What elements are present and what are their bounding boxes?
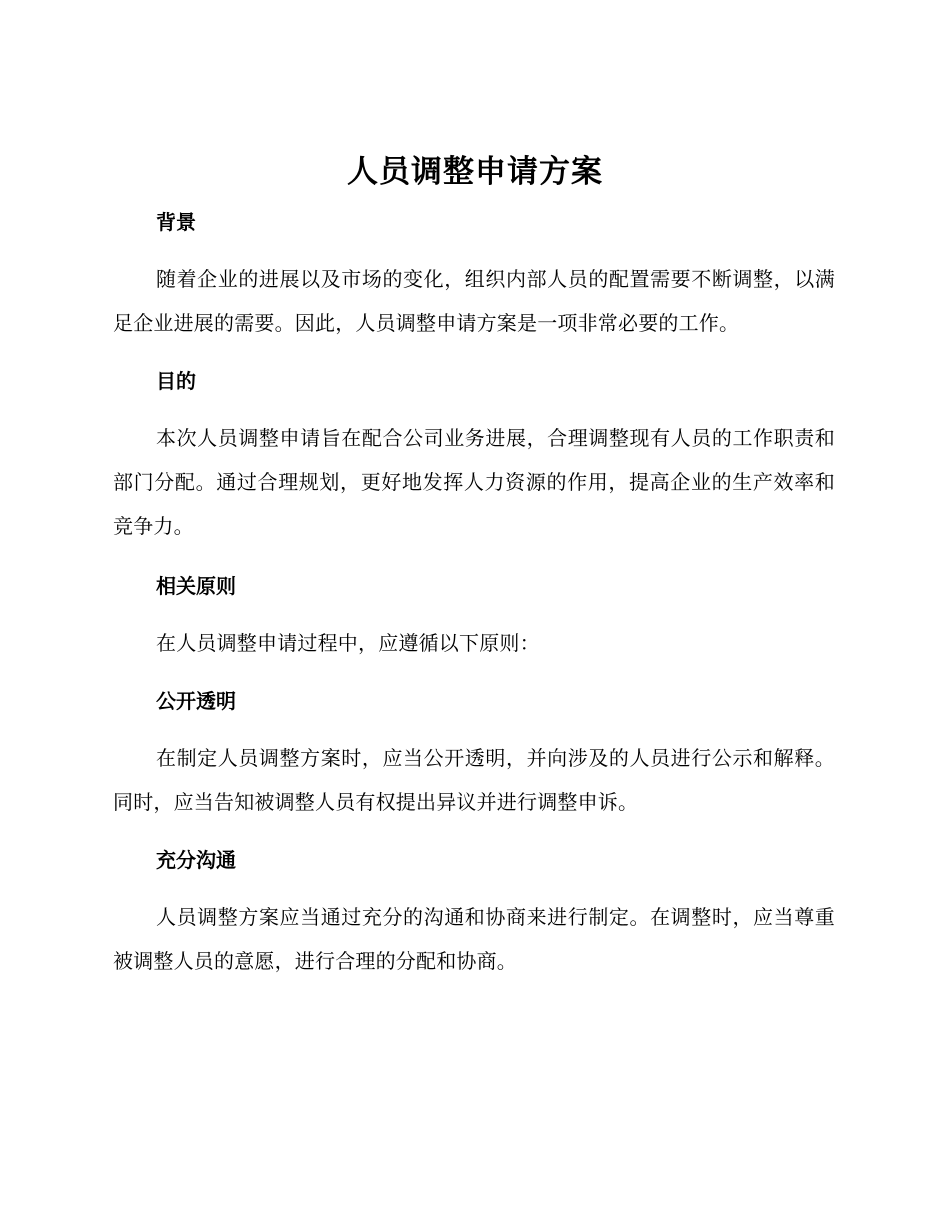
section-paragraph-transparency: 在制定人员调整方案时，应当公开透明，并向涉及的人员进行公示和解释。同时，应当告知被调整人员有权提出异议并进行调整申诉。	[113, 746, 835, 814]
section-paragraph-purpose: 本次人员调整申请旨在配合公司业务进展，合理调整现有人员的工作职责和部门分配。通过合理规划，更好地发挥人力资源的作用，提高企业的生产效率和竞争力。	[113, 426, 835, 538]
section-paragraph-background: 随着企业的进展以及市场的变化，组织内部人员的配置需要不断调整，以满足企业进展的需要。因此，人员调整申请方案是一项非常必要的工作。	[113, 267, 835, 335]
section-heading-purpose: 目的	[156, 369, 196, 393]
section-heading-background: 背景	[156, 210, 196, 234]
section-heading-transparency: 公开透明	[156, 689, 236, 713]
section-heading-communication: 充分沟通	[156, 848, 236, 872]
section-heading-principles: 相关原则	[156, 574, 236, 598]
document-title: 人员调整申请方案	[347, 154, 603, 190]
section-paragraph-communication: 人员调整方案应当通过充分的沟通和协商来进行制定。在调整时，应当尊重被调整人员的意愿，进行合理的分配和协商。	[113, 905, 835, 973]
section-paragraph-principles: 在人员调整申请过程中，应遵循以下原则：	[156, 631, 540, 655]
